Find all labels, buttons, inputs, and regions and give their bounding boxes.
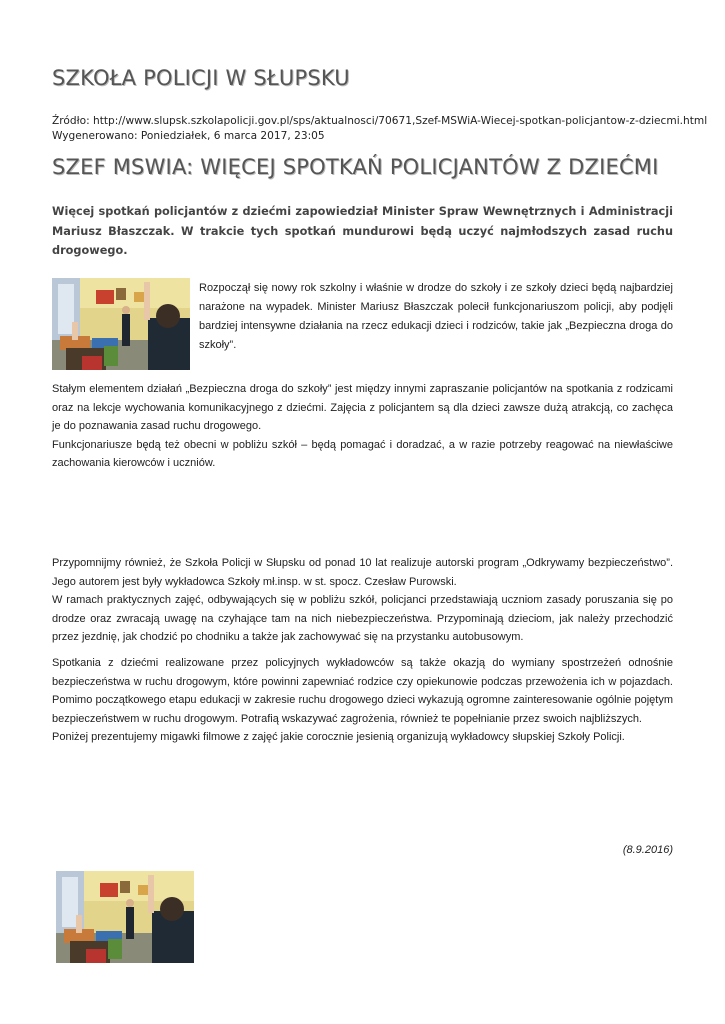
- article-date: (8.9.2016): [622, 844, 673, 856]
- article-section-3: [52, 654, 673, 747]
- paragraph: Poniżej prezentujemy migawki filmowe z zajęć jakie corocznie jesienią organizują wykładowcy słupskiej Szkoły Policji.: [52, 731, 625, 743]
- source-url-line: Źródło: http://www.slupsk.szkolapolicji.gov.pl/sps/aktualnosci/70671,Szef-MSWiA-Wiecej-spotkan-policjantow-z-dziecmi.html: [52, 115, 708, 127]
- paragraph: Spotkania z dziećmi realizowane przez policyjnych wykładowców są także okazją do wymiany spostrzeżeń odnośnie bezpieczeństwa w ruchu drogowym, które powinni zapewniać rodzice czy opiekunowie podczas przewożenia ich w pojazdach. Pomimo początkowego etapu edukacji w zakresie ruchu drogowego dzieci wykazują ogromne zainteresowanie ogólnie pojętym bezpieczeństwem w ruchu drogowym. Potrafią wskazywać zagrożenia, również te popełnianie przez swoich najbliższych.: [52, 657, 673, 725]
- classroom-photo-thumbnail: [56, 871, 194, 963]
- generated-date-line: Wygenerowano: Poniedziałek, 6 marca 2017, 23:05: [52, 130, 325, 142]
- paragraph: W ramach praktycznych zajęć, odbywających się w pobliżu szkół, policjanci przedstawiają uczniom zasady poruszania się po drodze oraz zwracają uwagę na czyhające tam na nich niebezpieczeństwa. Przypominają dzieciom, jak należy przechodzić przez jezdnię, jak chodzić po chodniku a także jak zachowywać się na przystanku autobusowym.: [52, 594, 673, 643]
- article-lead: Więcej spotkań policjantów z dziećmi zapowiedział Minister Spraw Wewnętrznych i Administracji Mariusz Błaszczak. W trakcie tych spotkań mundurowi będą uczyć najmłodszych zasad ruchu drogowego.: [52, 205, 673, 257]
- site-title: SZKOŁA POLICJI W SŁUPSKU: [52, 66, 350, 90]
- article-title: SZEF MSWIA: WIĘCEJ SPOTKAŃ POLICJANTÓW Z DZIEĆMI: [52, 155, 659, 179]
- classroom-photo: [52, 278, 190, 370]
- paragraph: Przypomnijmy również, że Szkoła Policji w Słupsku od ponad 10 lat realizuje autorski program „Odkrywamy bezpieczeństwo”. Jego autorem jest były wykładowca Szkoły mł.insp. w st. spocz. Czesław Purowski.: [52, 557, 673, 588]
- paragraph: Stałym elementem działań „Bezpieczna droga do szkoły” jest między innymi zapraszanie policjantów na spotkania z rodzicami oraz na lekcje wychowania komunikacyjnego z dziećmi. Zajęcia z policjantem są dla dzieci zawsze dużą atrakcją, co zachęca je do poznawania zasad ruchu drogowego.: [52, 383, 673, 432]
- article-section-1: [52, 380, 673, 473]
- article-intro: Rozpoczął się nowy rok szkolny i właśnie w drodze do szkoły i ze szkoły dzieci będą najbardziej narażone na wypadek. Minister Mariusz Błaszczak polecił funkcjonariuszom policji, aby podjęli bardziej intensywne działania na rzecz edukacji dzieci i rodziców, takie jak „Bezpieczna droga do szkoły”.: [199, 282, 673, 351]
- paragraph: Funkcjonariusze będą też obecni w pobliżu szkół – będą pomagać i doradzać, a w razie potrzeby reagować na niewłaściwe zachowania kierowców i uczniów.: [52, 438, 673, 469]
- document-meta: [52, 114, 708, 144]
- article-section-2: [52, 554, 673, 647]
